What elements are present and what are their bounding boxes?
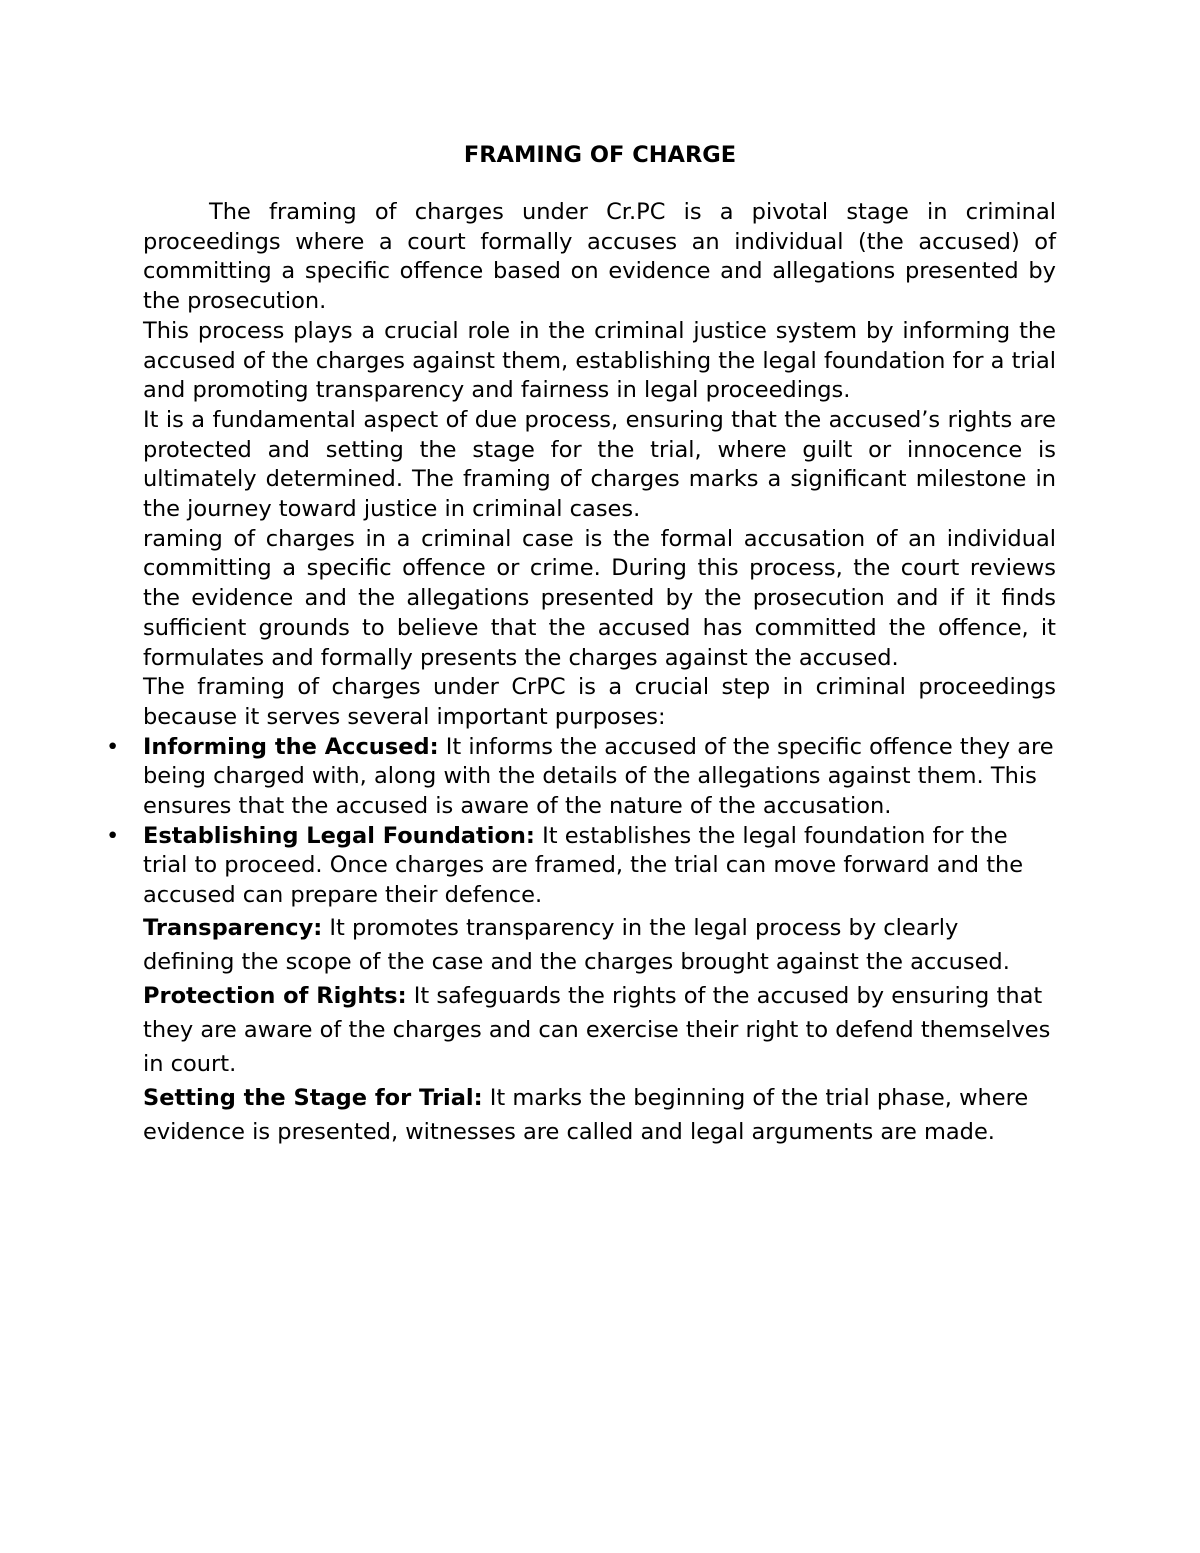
list-item [143, 911, 1056, 979]
bullet-icon: • [106, 822, 120, 849]
page-title: FRAMING OF CHARGE [463, 142, 737, 168]
list-item-term: Transparency: [143, 914, 323, 941]
definition-paragraph: raming of charges in a criminal case is the formal accusation of an individual committing a specific offence or crime. During this process, the court reviews the evidence and the allegations presented by the prosecution and if it finds sufficient grounds to believe that the accused has committed the offence, it formulates and formally presents the charges against the accused. [143, 525, 1056, 671]
list-item-text: It informs the accused of the specific offence they are being charged with, along with the details of the allegations against them. This ensures that the accused is aware of the nature of the accusation. [143, 733, 1054, 820]
intro-paragraph: The framing of charges under Cr.PC is a pivotal stage in criminal proceedings where a court formally accuses an individual (the accused) of committing a specific offence based on evidence and allegations presented by the prosecution. [143, 199, 1056, 315]
purposes-paragraph: The framing of charges under CrPC is a crucial step in criminal proceedings because it serves several important purposes: [143, 674, 1056, 730]
list-item [143, 979, 1056, 1081]
list-item-term: Establishing Legal Foundation: [143, 822, 535, 849]
list-item [106, 733, 1056, 822]
list-item-term: Protection of Rights: [143, 982, 407, 1009]
bullet-icon: • [106, 733, 120, 760]
purposes-bullet-list [106, 733, 1056, 911]
due-process-paragraph: It is a fundamental aspect of due process, ensuring that the accused’s rights are protected and setting the stage for the trial, where guilt or innocence is ultimately determined. The framing of charges marks a significant milestone in the journey toward justice in criminal cases. [143, 406, 1056, 523]
list-item-text: It safeguards the rights of the accused by ensuring that they are aware of the charges and can exercise their right to defend themselves in court. [143, 982, 1051, 1077]
process-paragraph: This process plays a crucial role in the criminal justice system by informing the accused of the charges against them, establishing the legal foundation for a trial and promoting transparency and fairness in legal proceedings. [143, 317, 1056, 404]
list-item-text: It promotes transparency in the legal process by clearly defining the scope of the case and the charges brought against the accused. [143, 914, 1010, 975]
list-item-text: It establishes the legal foundation for the trial to proceed. Once charges are framed, the trial can move forward and the accused can prepare their defence. [143, 822, 1024, 909]
list-item-term: Informing the Accused: [143, 733, 439, 760]
list-item [106, 822, 1056, 911]
list-item-text: It marks the beginning of the trial phase, where evidence is presented, witnesses are called and legal arguments are made. [143, 1084, 1029, 1145]
list-item [143, 1081, 1056, 1149]
list-item-term: Setting the Stage for Trial: [143, 1084, 483, 1111]
document-body [106, 198, 1056, 1149]
